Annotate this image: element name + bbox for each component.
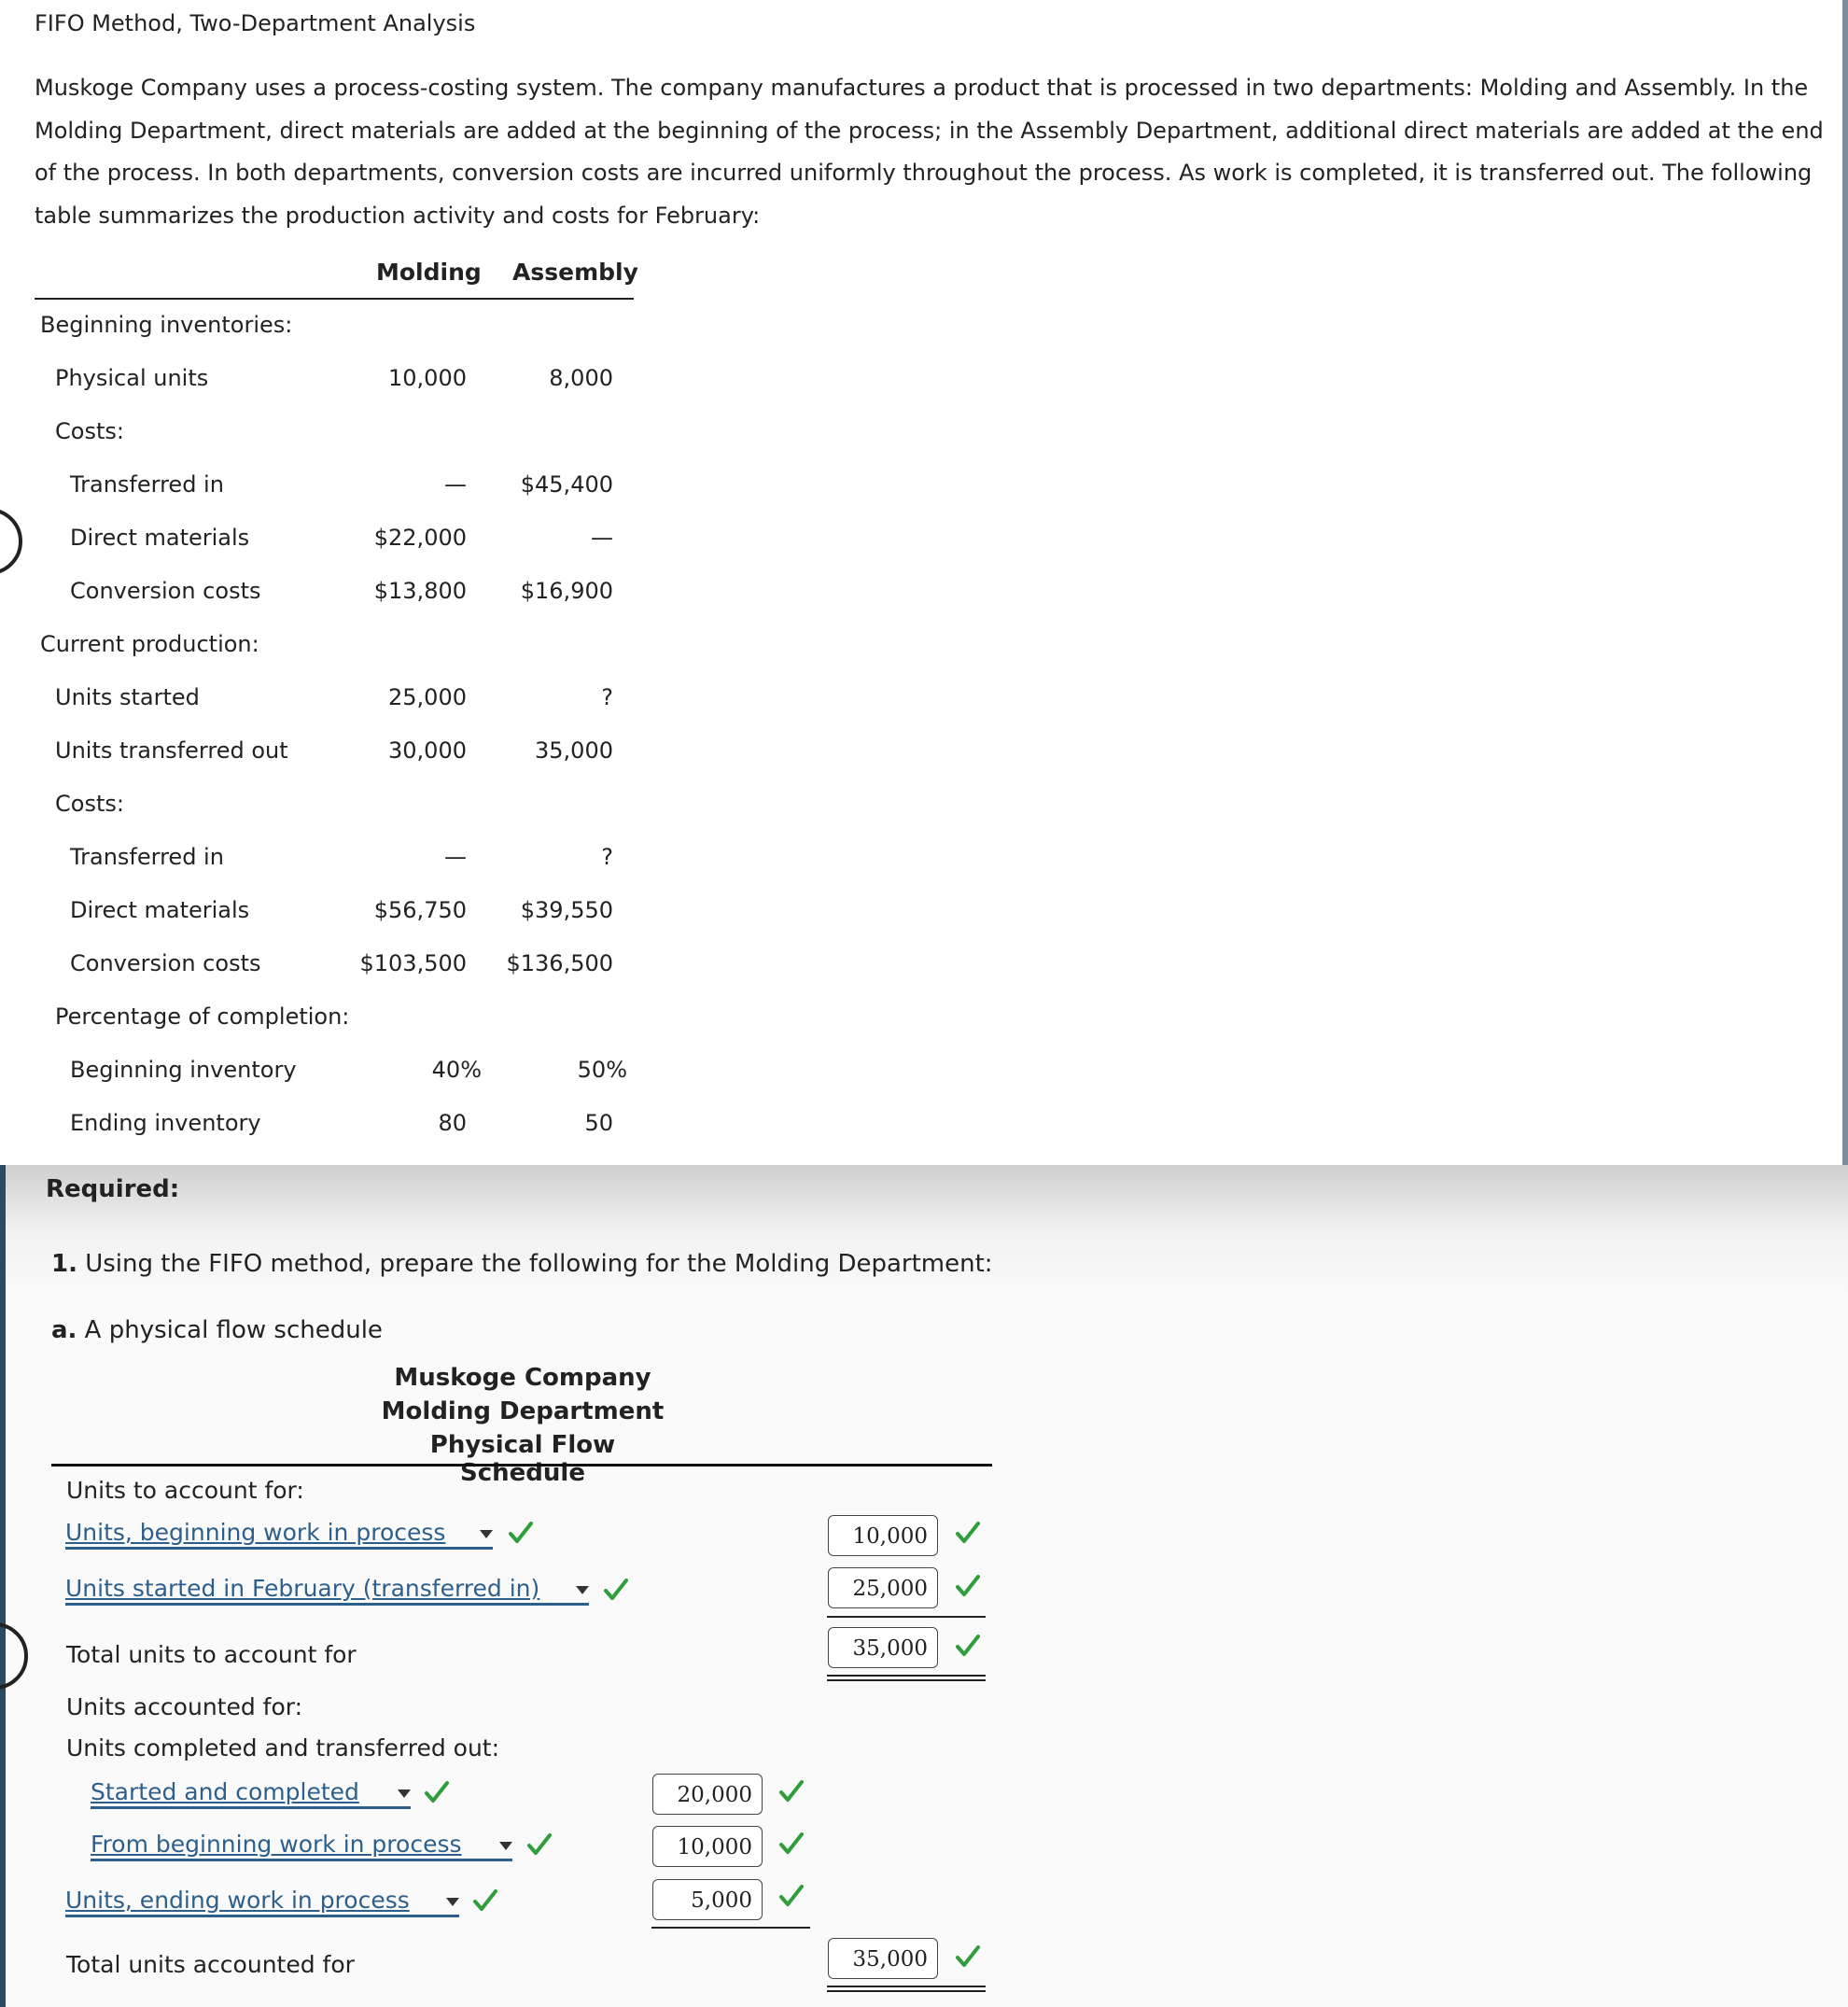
assembly-value: 8,000 <box>549 365 613 391</box>
total-to-account-input[interactable]: 35,000 <box>828 1627 938 1668</box>
question-letter: a. <box>51 1316 77 1344</box>
table-row-label: Direct materials <box>70 897 250 923</box>
completed-transferred-label: Units completed and transferred out: <box>66 1734 500 1761</box>
assembly-value: ? <box>601 684 613 710</box>
molding-value: 80 <box>438 1110 467 1136</box>
molding-value: — <box>444 844 467 870</box>
units-accounted-label: Units accounted for: <box>66 1693 303 1720</box>
subtotal-rule <box>651 1927 810 1929</box>
checkmark-icon <box>777 1882 805 1910</box>
table-row-label: Units transferred out <box>55 737 288 764</box>
checkmark-icon <box>777 1777 805 1805</box>
molding-value: 40% <box>431 1057 482 1083</box>
assembly-value: — <box>591 525 613 551</box>
question-number: 1. <box>51 1250 77 1278</box>
units-started-dropdown[interactable] <box>65 1574 589 1606</box>
table-row-label: Conversion costs <box>70 950 261 976</box>
table-row-label: Ending inventory <box>70 1110 261 1136</box>
beginning-wip-dropdown[interactable] <box>65 1518 493 1550</box>
ending-wip-dropdown[interactable] <box>65 1886 459 1917</box>
assembly-value: ? <box>601 844 613 870</box>
from-beginning-wip-input[interactable]: 10,000 <box>652 1826 763 1867</box>
molding-value: $22,000 <box>373 525 467 551</box>
table-row-label: Costs: <box>55 791 124 817</box>
molding-value: 30,000 <box>388 737 467 764</box>
total-accounted-label: Total units accounted for <box>66 1951 355 1978</box>
beginning-wip-input[interactable]: 10,000 <box>828 1515 938 1556</box>
molding-value: $103,500 <box>359 950 467 976</box>
table-row-label: Units started <box>55 684 200 710</box>
assembly-value: $39,550 <box>520 897 613 923</box>
molding-value: $13,800 <box>373 578 467 604</box>
table-row-label: Physical units <box>55 365 209 391</box>
header-rule <box>35 298 634 300</box>
assembly-value: $45,400 <box>520 471 613 498</box>
checkmark-icon <box>954 1572 982 1600</box>
chevron-down-icon <box>576 1586 589 1594</box>
assembly-value: 35,000 <box>535 737 613 764</box>
molding-value: — <box>444 471 467 498</box>
chevron-down-icon <box>446 1898 459 1906</box>
table-row-label: Direct materials <box>70 525 250 551</box>
table-row-label: Transferred in <box>70 471 224 498</box>
problem-description: Muskoge Company uses a process-costing system. The company manufactures a product that is processed in two departments: Molding and Assembly. In the Molding Department, direct materials are added at the beginning of the process; in the Assembly Department, additional direct materials are added at the end of the process. In both departments, conversion costs are incurred uniformly throughout the process. As work is completed, it is transferred out. The following table summarizes the production activity and costs for February: <box>35 75 1824 229</box>
schedule-department: Molding Department <box>381 1397 665 1425</box>
chevron-down-icon <box>499 1842 512 1850</box>
table-row-label: Percentage of completion: <box>55 1004 350 1030</box>
panel-edge <box>1842 0 1848 1165</box>
required-heading: Required: <box>46 1175 180 1203</box>
units-to-account-label: Units to account for: <box>66 1477 304 1504</box>
question-text: A physical flow schedule <box>77 1316 383 1344</box>
total-double-rule <box>827 1986 986 1987</box>
question-1a <box>51 1316 383 1344</box>
table-row-label: Costs: <box>55 418 124 444</box>
units-started-input[interactable]: 25,000 <box>828 1567 938 1608</box>
molding-value: 25,000 <box>388 684 467 710</box>
column-header-molding: Molding <box>376 259 482 286</box>
assembly-value: $16,900 <box>520 578 613 604</box>
total-double-rule <box>827 1990 986 1992</box>
schedule-name: Physical Flow Schedule <box>429 1431 616 1487</box>
chevron-down-icon <box>480 1530 493 1538</box>
dropdown-value: Units, beginning work in process <box>65 1519 446 1546</box>
dropdown-value: From beginning work in process <box>91 1831 462 1858</box>
table-row-label: Transferred in <box>70 844 224 870</box>
molding-value: $56,750 <box>373 897 467 923</box>
total-double-rule <box>827 1679 986 1681</box>
started-completed-dropdown[interactable] <box>91 1777 411 1809</box>
total-double-rule <box>827 1675 986 1677</box>
table-row-label: Current production: <box>40 631 259 657</box>
question-text: Using the FIFO method, prepare the following for the Molding Department: <box>77 1250 993 1278</box>
question-1 <box>51 1250 993 1278</box>
page-title: FIFO Method, Two-Department Analysis <box>35 10 476 36</box>
molding-value: 10,000 <box>388 365 467 391</box>
assembly-value: $136,500 <box>506 950 613 976</box>
total-to-account-label: Total units to account for <box>66 1641 357 1668</box>
chevron-down-icon <box>398 1789 411 1798</box>
checkmark-icon <box>507 1519 535 1547</box>
assembly-value: 50 <box>584 1110 613 1136</box>
checkmark-icon <box>602 1576 630 1604</box>
table-row-label: Beginning inventory <box>70 1057 297 1083</box>
checkmark-icon <box>471 1887 499 1915</box>
from-beginning-wip-dropdown[interactable] <box>91 1830 512 1861</box>
ending-wip-input[interactable]: 5,000 <box>652 1879 763 1920</box>
schedule-rule <box>51 1464 992 1467</box>
checkmark-icon <box>954 1632 982 1660</box>
checkmark-icon <box>423 1778 451 1806</box>
dropdown-value: Started and completed <box>91 1778 359 1805</box>
subtotal-rule <box>827 1616 986 1618</box>
dropdown-value: Units, ending work in process <box>65 1887 410 1914</box>
column-header-assembly: Assembly <box>512 259 638 286</box>
started-completed-input[interactable]: 20,000 <box>652 1774 763 1815</box>
assembly-value: 50% <box>577 1057 627 1083</box>
checkmark-icon <box>954 1519 982 1547</box>
table-row-label: Conversion costs <box>70 578 261 604</box>
checkmark-icon <box>954 1943 982 1971</box>
dropdown-value: Units started in February (transferred in) <box>65 1575 540 1602</box>
total-accounted-input[interactable]: 35,000 <box>828 1938 938 1979</box>
schedule-company: Muskoge Company <box>394 1364 651 1392</box>
checkmark-icon <box>777 1830 805 1858</box>
checkmark-icon <box>525 1831 553 1859</box>
table-row-label: Beginning inventories: <box>40 312 293 338</box>
